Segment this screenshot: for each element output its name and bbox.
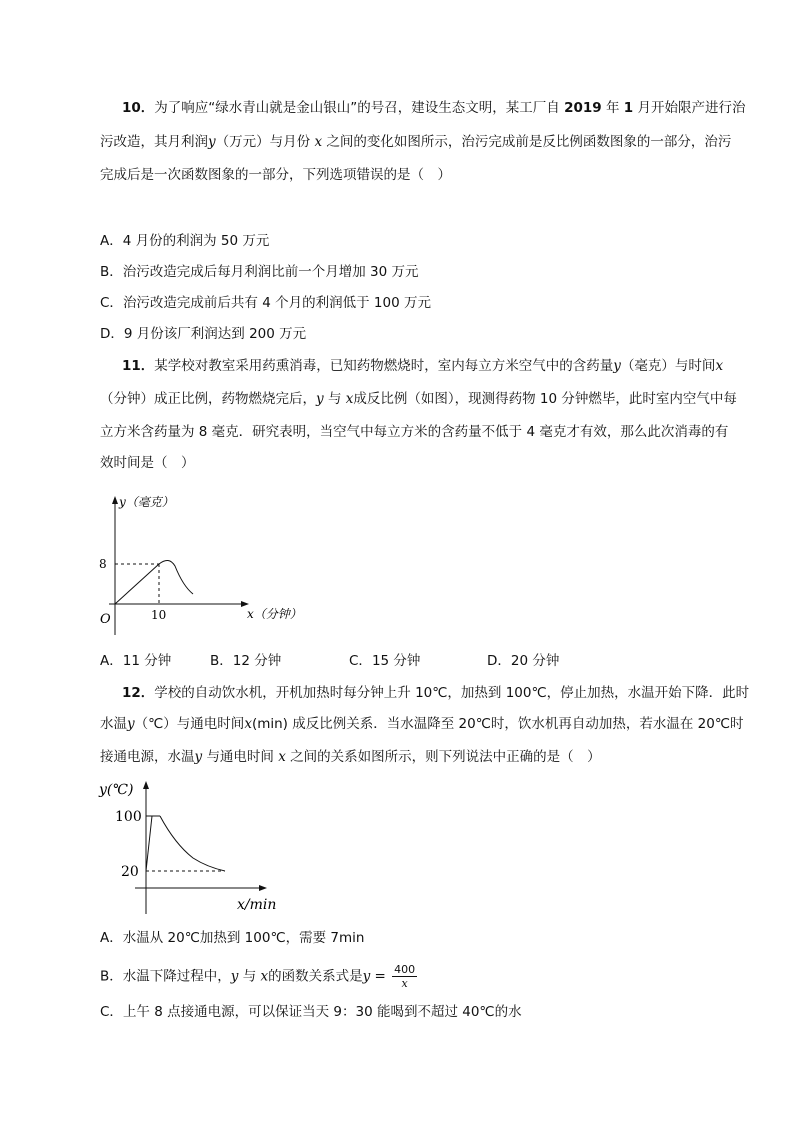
q11-linear-segment bbox=[115, 564, 159, 604]
q12-option-b[interactable]: B．水温下降过程中，y 与 x的函数关系式是y = $\frac{400}{x}$ bbox=[100, 963, 416, 990]
q12-y-arrow bbox=[143, 781, 149, 789]
q11-line-1: 11．某学校对教室采用药熏消毒，已知药物燃烧时，室内每立方米空气中的含药量y（毫克）与时间x bbox=[122, 358, 724, 374]
q12-y-label: y(℃) bbox=[99, 782, 134, 798]
q11-line-4: 效时间是（ ） bbox=[100, 455, 195, 471]
q11-line-3: 立方米含药量为 8 毫克．研究表明，当空气中每立方米的含药量不低于 4 毫克才有效，那么此次消毒的有 bbox=[100, 424, 729, 440]
q11-line-2: （分钟）成正比例，药物燃烧完后，y 与 x成反比例（如图），现测得药物 10 分钟燃毕，此时室内空气中每 bbox=[100, 391, 737, 407]
q12-cooling-curve bbox=[160, 816, 225, 871]
q10-number: 10． bbox=[122, 100, 155, 116]
q10-option-b[interactable]: B．治污改造完成后每月利润比前一个月增加 30 万元 bbox=[100, 264, 419, 280]
q10-line-3: 完成后是一次函数图象的一部分，下列选项错误的是（ ） bbox=[100, 167, 451, 183]
q11-option-c[interactable]: C．15 分钟 bbox=[349, 653, 421, 669]
q12-line-2: 水温y（℃）与通电时间x(min) 成反比例关系．当水温降至 20℃时，饮水机再自动加热，若水温在 20℃时 bbox=[100, 716, 744, 732]
q12-x-label: x/min bbox=[237, 897, 277, 913]
q12-number: 12． bbox=[122, 685, 155, 701]
q12-option-c[interactable]: C．上午 8 点接通电源，可以保证当天 9：30 能喝到不超过 40℃的水 bbox=[100, 1004, 522, 1020]
q11-y-label: y（毫克） bbox=[119, 495, 174, 509]
q12-option-a[interactable]: A．水温从 20℃加热到 100℃，需要 7min bbox=[100, 930, 365, 946]
q10-option-c[interactable]: C．治污改造完成前后共有 4 个月的利润低于 100 万元 bbox=[100, 295, 431, 311]
q11-number: 11． bbox=[122, 358, 155, 374]
q11-hyperbola-curve bbox=[159, 560, 193, 594]
q10-line-1: 10．为了响应“绿水青山就是金山银山”的号召，建设生态文明，某工厂自 2019 年 1 月开始限产进行治 bbox=[122, 100, 746, 116]
q11-x-label: x（分钟） bbox=[247, 607, 302, 621]
q11-y-arrow bbox=[112, 496, 118, 504]
q12-y-tick-100: 100 bbox=[115, 809, 142, 825]
q10-option-a[interactable]: A．4 月份的利润为 50 万元 bbox=[100, 233, 270, 249]
q12-x-arrow bbox=[259, 885, 267, 891]
q12-graph bbox=[95, 776, 285, 918]
q11-option-a[interactable]: A．11 分钟 bbox=[100, 653, 172, 669]
q11-y-tick-8: 8 bbox=[99, 557, 107, 571]
q11-option-d[interactable]: D．20 分钟 bbox=[487, 653, 560, 669]
q12-fraction: $\frac{400}{x}$ bbox=[394, 963, 416, 990]
q10-option-d[interactable]: D．9 月份该厂利润达到 200 万元 bbox=[100, 326, 307, 342]
q11-x-tick-10: 10 bbox=[151, 608, 167, 622]
q10-line-2: 污改造，其月利润y（万元）与月份 x 之间的变化如图所示，治污完成前是反比例函数图象的一部分，治污 bbox=[100, 134, 732, 150]
q12-y-tick-20: 20 bbox=[121, 864, 139, 880]
q12-heating-line bbox=[146, 816, 152, 871]
q11-option-b[interactable]: B．12 分钟 bbox=[210, 653, 282, 669]
q11-graph bbox=[95, 490, 310, 640]
q12-line-3: 接通电源，水温y 与通电时间 x 之间的关系如图所示，则下列说法中正确的是（ ） bbox=[100, 749, 601, 765]
q11-origin-label: O bbox=[100, 612, 111, 627]
q12-line-1: 12．学校的自动饮水机，开机加热时每分钟上升 10℃，加热到 100℃，停止加热，水温开始下降．此时 bbox=[122, 685, 750, 701]
